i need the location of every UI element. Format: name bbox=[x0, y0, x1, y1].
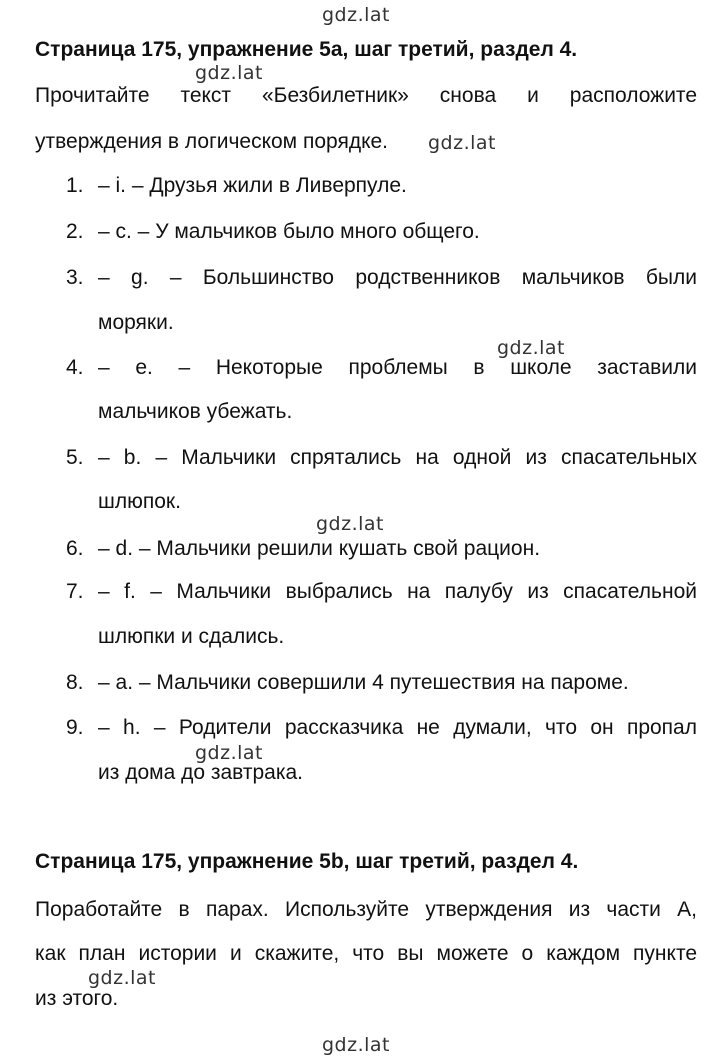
list-item-number: 8. bbox=[66, 671, 84, 694]
list-item-continuation: мальчиков убежать. bbox=[98, 400, 293, 423]
list-item: – e. – Некоторые проблемы в школе заставили bbox=[98, 356, 697, 379]
watermark: gdz.lat bbox=[195, 742, 264, 764]
list-item-number: 4. bbox=[66, 356, 84, 379]
section-a-instruction-line-2: утверждения в логическом порядке. bbox=[35, 130, 389, 153]
list-item: – i. – Друзья жили в Ливерпуле. bbox=[98, 174, 407, 197]
list-item: – f. – Мальчики выбрались на палубу из спасательной bbox=[98, 580, 697, 603]
section-b-heading: Страница 175, упражнение 5b, шаг третий, раздел 4. bbox=[35, 850, 579, 873]
list-item-number: 3. bbox=[66, 266, 84, 289]
list-item: – c. – У мальчиков было много общего. bbox=[98, 220, 480, 243]
watermark: gdz.lat bbox=[195, 62, 264, 84]
section-a-instruction-line-1: Прочитайте текст «Безбилетник» снова и расположите bbox=[35, 84, 697, 107]
list-item: – h. – Родители рассказчика не думали, что он пропал bbox=[98, 716, 697, 739]
list-item-continuation: шлюпок. bbox=[98, 490, 181, 513]
list-item-number: 6. bbox=[66, 537, 84, 560]
watermark: gdz.lat bbox=[88, 967, 157, 989]
list-item: – d. – Мальчики решили кушать свой рацион. bbox=[98, 537, 541, 560]
watermark: gdz.lat bbox=[322, 4, 391, 26]
list-item: – b. – Мальчики спрятались на одной из спасательных bbox=[98, 446, 697, 469]
list-item-number: 5. bbox=[66, 446, 84, 469]
list-item-number: 2. bbox=[66, 220, 84, 243]
list-item-number: 7. bbox=[66, 580, 84, 603]
list-item-continuation: из дома до завтрака. bbox=[98, 761, 303, 784]
list-item-continuation: шлюпки и сдались. bbox=[98, 625, 285, 648]
list-item: – a. – Мальчики совершили 4 путешествия на пароме. bbox=[98, 671, 629, 694]
watermark: gdz.lat bbox=[497, 337, 566, 359]
section-b-instruction-line-3: из этого. bbox=[35, 987, 119, 1010]
list-item-continuation: моряки. bbox=[98, 311, 174, 334]
watermark: gdz.lat bbox=[316, 513, 385, 535]
section-a-heading: Страница 175, упражнение 5a, шаг третий, раздел 4. bbox=[35, 38, 578, 61]
list-item: – g. – Большинство родственников мальчиков были bbox=[98, 266, 697, 289]
section-b-instruction-line-2: как план истории и скажите, что вы можете о каждом пункте bbox=[35, 942, 697, 965]
list-item-number: 9. bbox=[66, 716, 84, 739]
watermark: gdz.lat bbox=[428, 132, 497, 154]
list-item-number: 1. bbox=[66, 174, 84, 197]
section-b-instruction-line-1: Поработайте в парах. Используйте утверждения из части А, bbox=[35, 898, 697, 921]
watermark: gdz.lat bbox=[322, 1034, 391, 1056]
